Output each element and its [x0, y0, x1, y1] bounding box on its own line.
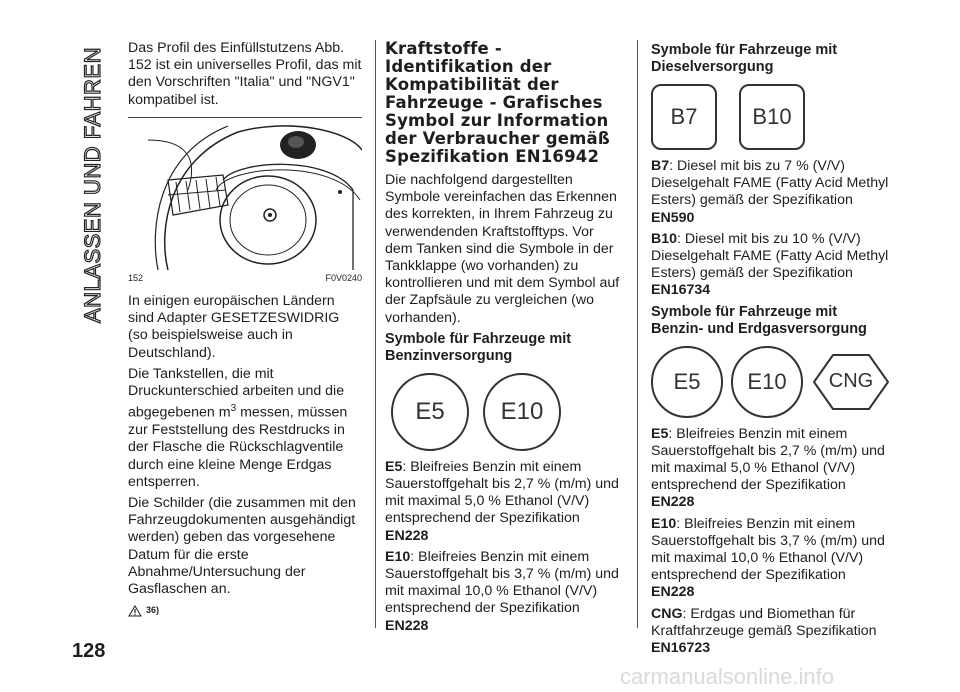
e10-description: E10: Bleifreies Benzin mit einem Sauerstoffgehalt bis 3,7 % (m/m) und mit maximal 10,0 % Ethanol (V/V) entsprechend der Spezifikation EN228 [385, 548, 619, 634]
symbols-intro-paragraph: Die nachfolgend dargestellten Symbole vereinfachen das Erkennen des korrekten, in Ihrem Fahrzeug zu verwendenden Kraftstofftyps. Vor dem Tanken sind die Symbole in der Tankklappe (wo vorhanden) zu kontrollieren und mit dem Symbol auf der Zapfsäule zu vergleichen (wo vorhanden). [385, 172, 620, 326]
page-number: 128 [72, 640, 106, 662]
petrol-symbols [391, 373, 623, 451]
figure-code: F0V0240 [325, 272, 362, 283]
adapter-paragraph: In einigen europäischen Ländern sind Adapter GESETZESWIDRIG (so beispielsweise auch in Deutschland). [128, 293, 340, 361]
diesel-subheading: Symbole für Fahrzeuge mit Dieselversorgung [651, 42, 838, 75]
e10-symbol: E10 [483, 373, 561, 451]
warning-icon [128, 605, 142, 617]
petrol-subheading: Symbole für Fahrzeuge mit Benzinversorgung [385, 330, 572, 364]
cng-symbol [811, 352, 891, 412]
chapter-side-title-text: ANLASSEN UND FAHREN [80, 46, 105, 324]
warning-reference [128, 602, 362, 619]
warning-ref-number: 36) [146, 605, 160, 616]
column-divider [637, 40, 638, 628]
figure-number: 152 [128, 272, 144, 283]
column-divider [375, 40, 376, 628]
column-right [651, 40, 893, 661]
petrol-gas-symbols [651, 346, 893, 418]
e5-symbol: E5 [651, 346, 723, 418]
labels-paragraph: Die Schilder (die zusammen mit den Fahrzeugdokumenten ausgehändigt werden) geben das vorgesehene Datum für die erste Abnahme/Untersuchung der Gasflaschen an. [128, 494, 356, 597]
cng-description: CNG: Erdgas und Biomethan für Kraftfahrzeuge gemäß Spezifikation EN16723 [651, 605, 877, 657]
chapter-side-title [68, 40, 118, 330]
intro-paragraph: Das Profil des Einfüllstutzens Abb. 152 ist ein universelles Profil, das mit den Vorschriften "Italia" und "NGV1" kompatibel ist. [128, 40, 362, 108]
site-watermark: carmanualsonline.info [620, 664, 835, 689]
b7-symbol: B7 [651, 84, 717, 150]
stations-paragraph: Die Tankstellen, die mit Druckunterschied arbeiten und die abgegebenen $m^3$ messen, müssen zur Feststellung des Restdrucks in der Flasche die Rückschlagventile durch eine kleine Menge Erdgas entsperren. [128, 365, 348, 490]
diesel-symbols [651, 84, 893, 150]
petrol-gas-subheading: Symbole für Fahrzeuge mit Benzin- und Erdgasversorgung [651, 303, 867, 337]
e5-gas-description: E5: Bleifreies Benzin mit einem Sauerstoffgehalt bis 2,7 % (m/m) und mit maximal 5,0 % Ethanol (V/V) entsprechend der Spezifikation EN228 [651, 425, 885, 511]
fuel-filler-illustration [128, 120, 362, 270]
figure-top-rule [128, 117, 362, 118]
column-left [128, 40, 362, 619]
cng-symbol-text: CNG [828, 370, 874, 393]
section-heading: Kraftstoffe - Identifikation der Kompatibilität der Fahrzeuge - Grafisches Symbol zur Information der Verbraucher gemäß Spezifikation EN16942 [385, 39, 610, 166]
e10-symbol: E10 [731, 346, 803, 418]
b10-symbol: B10 [739, 84, 805, 150]
fuel-filler-drawing [128, 120, 362, 270]
e10-gas-description: E10: Bleifreies Benzin mit einem Sauerstoffgehalt bis 3,7 % (m/m) und mit maximal 10,0 % Ethanol (V/V) entsprechend der Spezifikation EN228 [651, 515, 885, 601]
column-middle [385, 40, 623, 639]
e5-symbol: E5 [391, 373, 469, 451]
b10-description: B10: Diesel mit bis zu 10 % (V/V) Dieselgehalt FAME (Fatty Acid Methyl Esters) gemäß der Spezifikation EN16734 [651, 230, 889, 299]
b7-description: B7: Diesel mit bis zu 7 % (V/V) Dieselgehalt FAME (Fatty Acid Methyl Esters) gemäß der Spezifikation EN590 [651, 158, 889, 226]
e5-description: E5: Bleifreies Benzin mit einem Sauerstoffgehalt bis 2,7 % (m/m) und mit maximal 5,0 % Ethanol (V/V) entsprechend der Spezifikation EN228 [385, 458, 619, 544]
